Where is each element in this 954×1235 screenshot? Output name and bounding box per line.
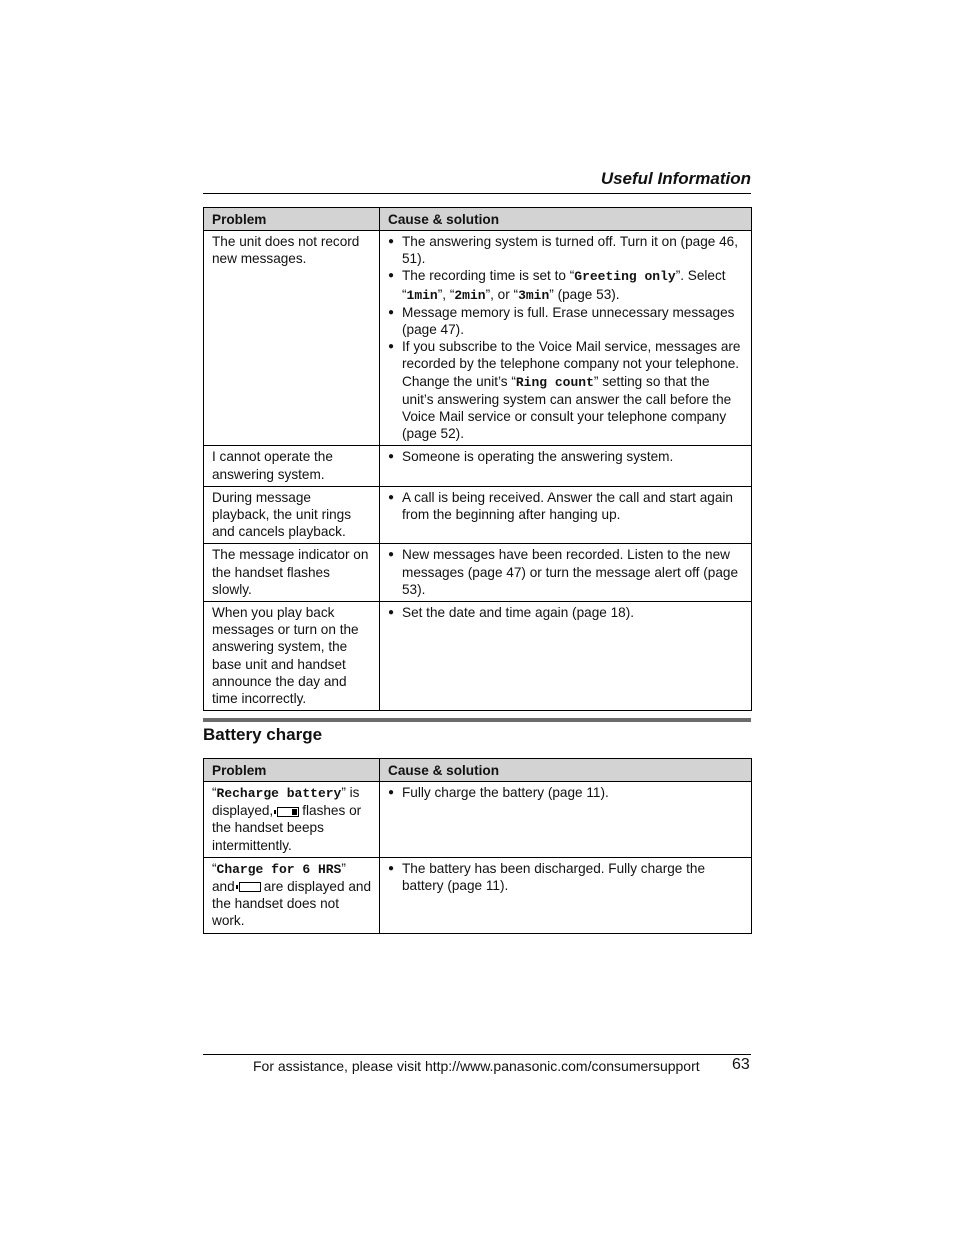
- cause-cell: [380, 446, 752, 486]
- cause-item: ● The battery has been discharged. Fully charge the battery (page 11).: [388, 860, 743, 894]
- column-header-problem: Problem: [204, 759, 380, 782]
- cause-item: ● The recording time is set to “Greeting only”. Select “1min”, “2min”, or “3min” (page 53).: [388, 267, 743, 303]
- cause-cell: [380, 231, 752, 446]
- table-header-row: [204, 759, 752, 782]
- table-row: [204, 486, 752, 544]
- column-header-cause: Cause & solution: [380, 759, 752, 782]
- table-row: [204, 231, 752, 446]
- cause-cell: [380, 857, 752, 933]
- section-title: Battery charge: [203, 725, 323, 744]
- table-header-row: [204, 208, 752, 231]
- problem-cell: “Recharge battery” is displayed, flashes or the handset beeps intermittently.: [204, 782, 380, 858]
- cause-cell: [380, 602, 752, 711]
- table-row: [204, 446, 752, 486]
- answering-troubleshooting-table: [203, 207, 752, 711]
- cause-item: ● New messages have been recorded. Listen to the new messages (page 47) or turn the message alert off (page 53).: [388, 546, 743, 598]
- battery-troubleshooting-table: [203, 758, 752, 934]
- header-divider: [203, 193, 751, 194]
- cause-item: ● Fully charge the battery (page 11).: [388, 784, 743, 801]
- battery-empty-icon: [239, 882, 261, 892]
- cause-cell: [380, 544, 752, 602]
- cause-item: ● Set the date and time again (page 18).: [388, 604, 743, 621]
- cause-item: ● Someone is operating the answering system.: [388, 448, 743, 465]
- cause-item: ● Message memory is full. Erase unnecessary messages (page 47).: [388, 304, 743, 338]
- problem-cell: “Charge for 6 HRS” and are displayed and the handset does not work.: [204, 857, 380, 933]
- table-row: [204, 602, 752, 711]
- problem-cell: The unit does not record new messages.: [204, 231, 380, 446]
- problem-cell: I cannot operate the answering system.: [204, 446, 380, 486]
- column-header-problem: Problem: [204, 208, 380, 231]
- table-row: [204, 857, 752, 933]
- section-divider-bar: [203, 718, 751, 722]
- cause-item: ● The answering system is turned off. Turn it on (page 46, 51).: [388, 233, 743, 267]
- problem-cell: The message indicator on the handset flashes slowly.: [204, 544, 380, 602]
- cause-cell: [380, 782, 752, 858]
- cause-item: ● A call is being received. Answer the call and start again from the beginning after hanging up.: [388, 489, 743, 523]
- page-number: 63: [732, 1056, 750, 1073]
- problem-cell: When you play back messages or turn on the answering system, the base unit and handset announce the day and time incorrectly.: [204, 602, 380, 711]
- footer-support-text: For assistance, please visit http://www.panasonic.com/consumersupport: [253, 1058, 700, 1074]
- cause-cell: [380, 486, 752, 544]
- footer-divider: [203, 1054, 751, 1055]
- battery-low-icon: [277, 807, 299, 817]
- table-row: [204, 782, 752, 858]
- table-row: [204, 544, 752, 602]
- cause-item: ● If you subscribe to the Voice Mail service, messages are recorded by the telephone company not your telephone. Change the unit’s “Ring count” setting so that the unit’s answering system can answer the call before the Voice Mail service or consult your telephone company (page 52).: [388, 338, 743, 442]
- section-header-title: Useful Information: [600, 169, 751, 188]
- column-header-cause: Cause & solution: [380, 208, 752, 231]
- problem-cell: During message playback, the unit rings and cancels playback.: [204, 486, 380, 544]
